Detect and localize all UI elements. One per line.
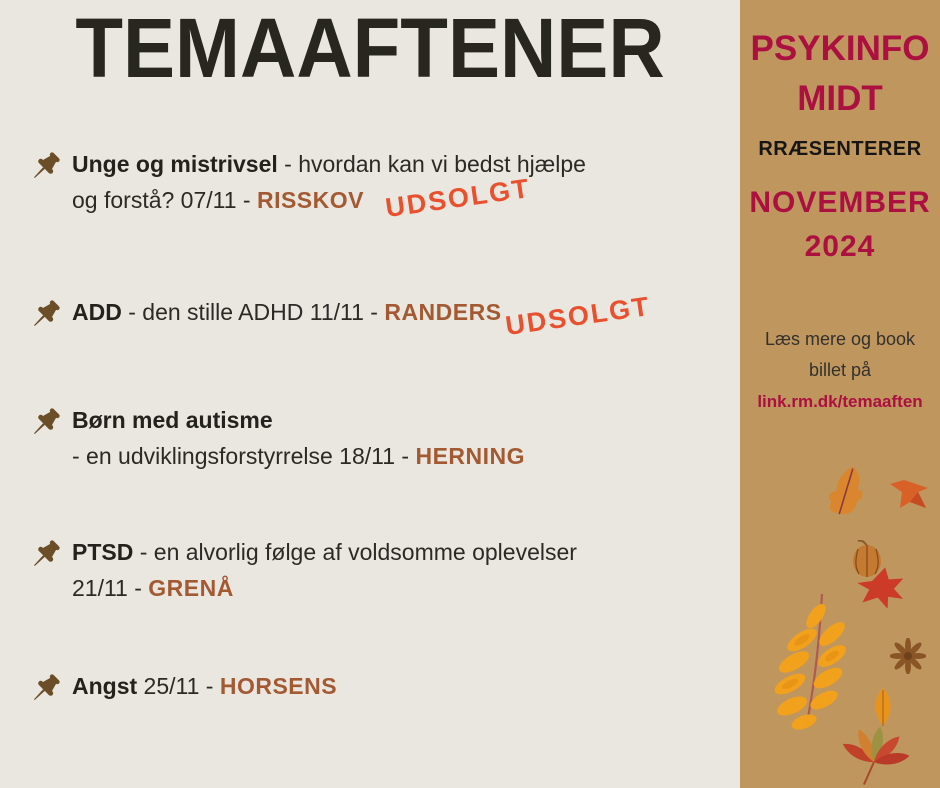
event-line-1 [72, 402, 732, 438]
event-city: RISSKOV [256, 187, 364, 213]
pushpin-icon [26, 536, 64, 574]
booking-info-line-1: Læs mere og book [764, 329, 916, 349]
event-title: ADD [72, 299, 122, 325]
booking-info [740, 324, 940, 417]
booking-info-line-2: billet på [808, 360, 872, 380]
month-heading [740, 181, 940, 269]
rowan-leaf [766, 590, 870, 732]
booking-link[interactable]: link.rm.dk/temaaften [757, 392, 923, 411]
event-line-2 [72, 438, 732, 474]
event-text [72, 668, 732, 704]
event-title: Børn med autisme [72, 407, 273, 433]
event-text [72, 402, 732, 474]
event-title: Angst [72, 673, 138, 699]
creeper-leaf [826, 716, 922, 788]
side-panel [740, 0, 940, 788]
event-line-1 [72, 534, 732, 570]
event-item-angst [26, 668, 732, 704]
event-city: RANDERS [384, 299, 502, 325]
event-item-ptsd [26, 534, 732, 606]
event-description: - hvordan kan vi bedst hjælpe [277, 151, 586, 177]
star-anise [890, 638, 926, 674]
brand-name [740, 24, 940, 124]
event-description: - den stille ADHD 11/11 - [121, 299, 385, 325]
event-text [72, 534, 732, 606]
brand-line-1: PSYKINFO [750, 29, 930, 68]
event-line-1 [72, 668, 732, 704]
event-date: og forstå? 07/11 - [72, 187, 257, 213]
event-description: - en udviklingsforstyrrelse 18/11 - [72, 443, 416, 469]
event-city: HORSENS [219, 673, 338, 699]
month-name: NOVEMBER [749, 186, 931, 219]
month-year: 2024 [804, 230, 876, 263]
event-line-1 [72, 146, 732, 182]
event-line-2 [72, 570, 732, 606]
event-item-unge-og-mistrivsel [26, 146, 732, 224]
pushpin-icon [26, 296, 64, 334]
event-title: Unge og mistrivsel [72, 151, 278, 177]
event-city: GRENÅ [148, 575, 234, 601]
event-item-add [26, 290, 732, 342]
event-date: 21/11 - [72, 575, 149, 601]
event-date: 25/11 - [137, 673, 220, 699]
event-item-born-med-autisme [26, 402, 732, 474]
soldout-stamp: UDSOLGT [503, 290, 653, 342]
event-city: HERNING [415, 443, 526, 469]
soldout-stamp: UDSOLGT [383, 172, 533, 224]
event-title: PTSD [72, 539, 134, 565]
pushpin-icon [26, 148, 64, 186]
oak-leaf [820, 466, 872, 520]
poster-title: TEMAAFTENER [75, 0, 665, 96]
presents-label: RRÆSENTERER [758, 138, 922, 160]
pushpin-icon [26, 404, 64, 442]
red-leaf-fragment [888, 478, 930, 514]
event-description: - en alvorlig følge af voldsomme oplevelser [133, 539, 577, 565]
pushpin-icon [26, 670, 64, 708]
brand-line-2: MIDT [797, 79, 883, 118]
